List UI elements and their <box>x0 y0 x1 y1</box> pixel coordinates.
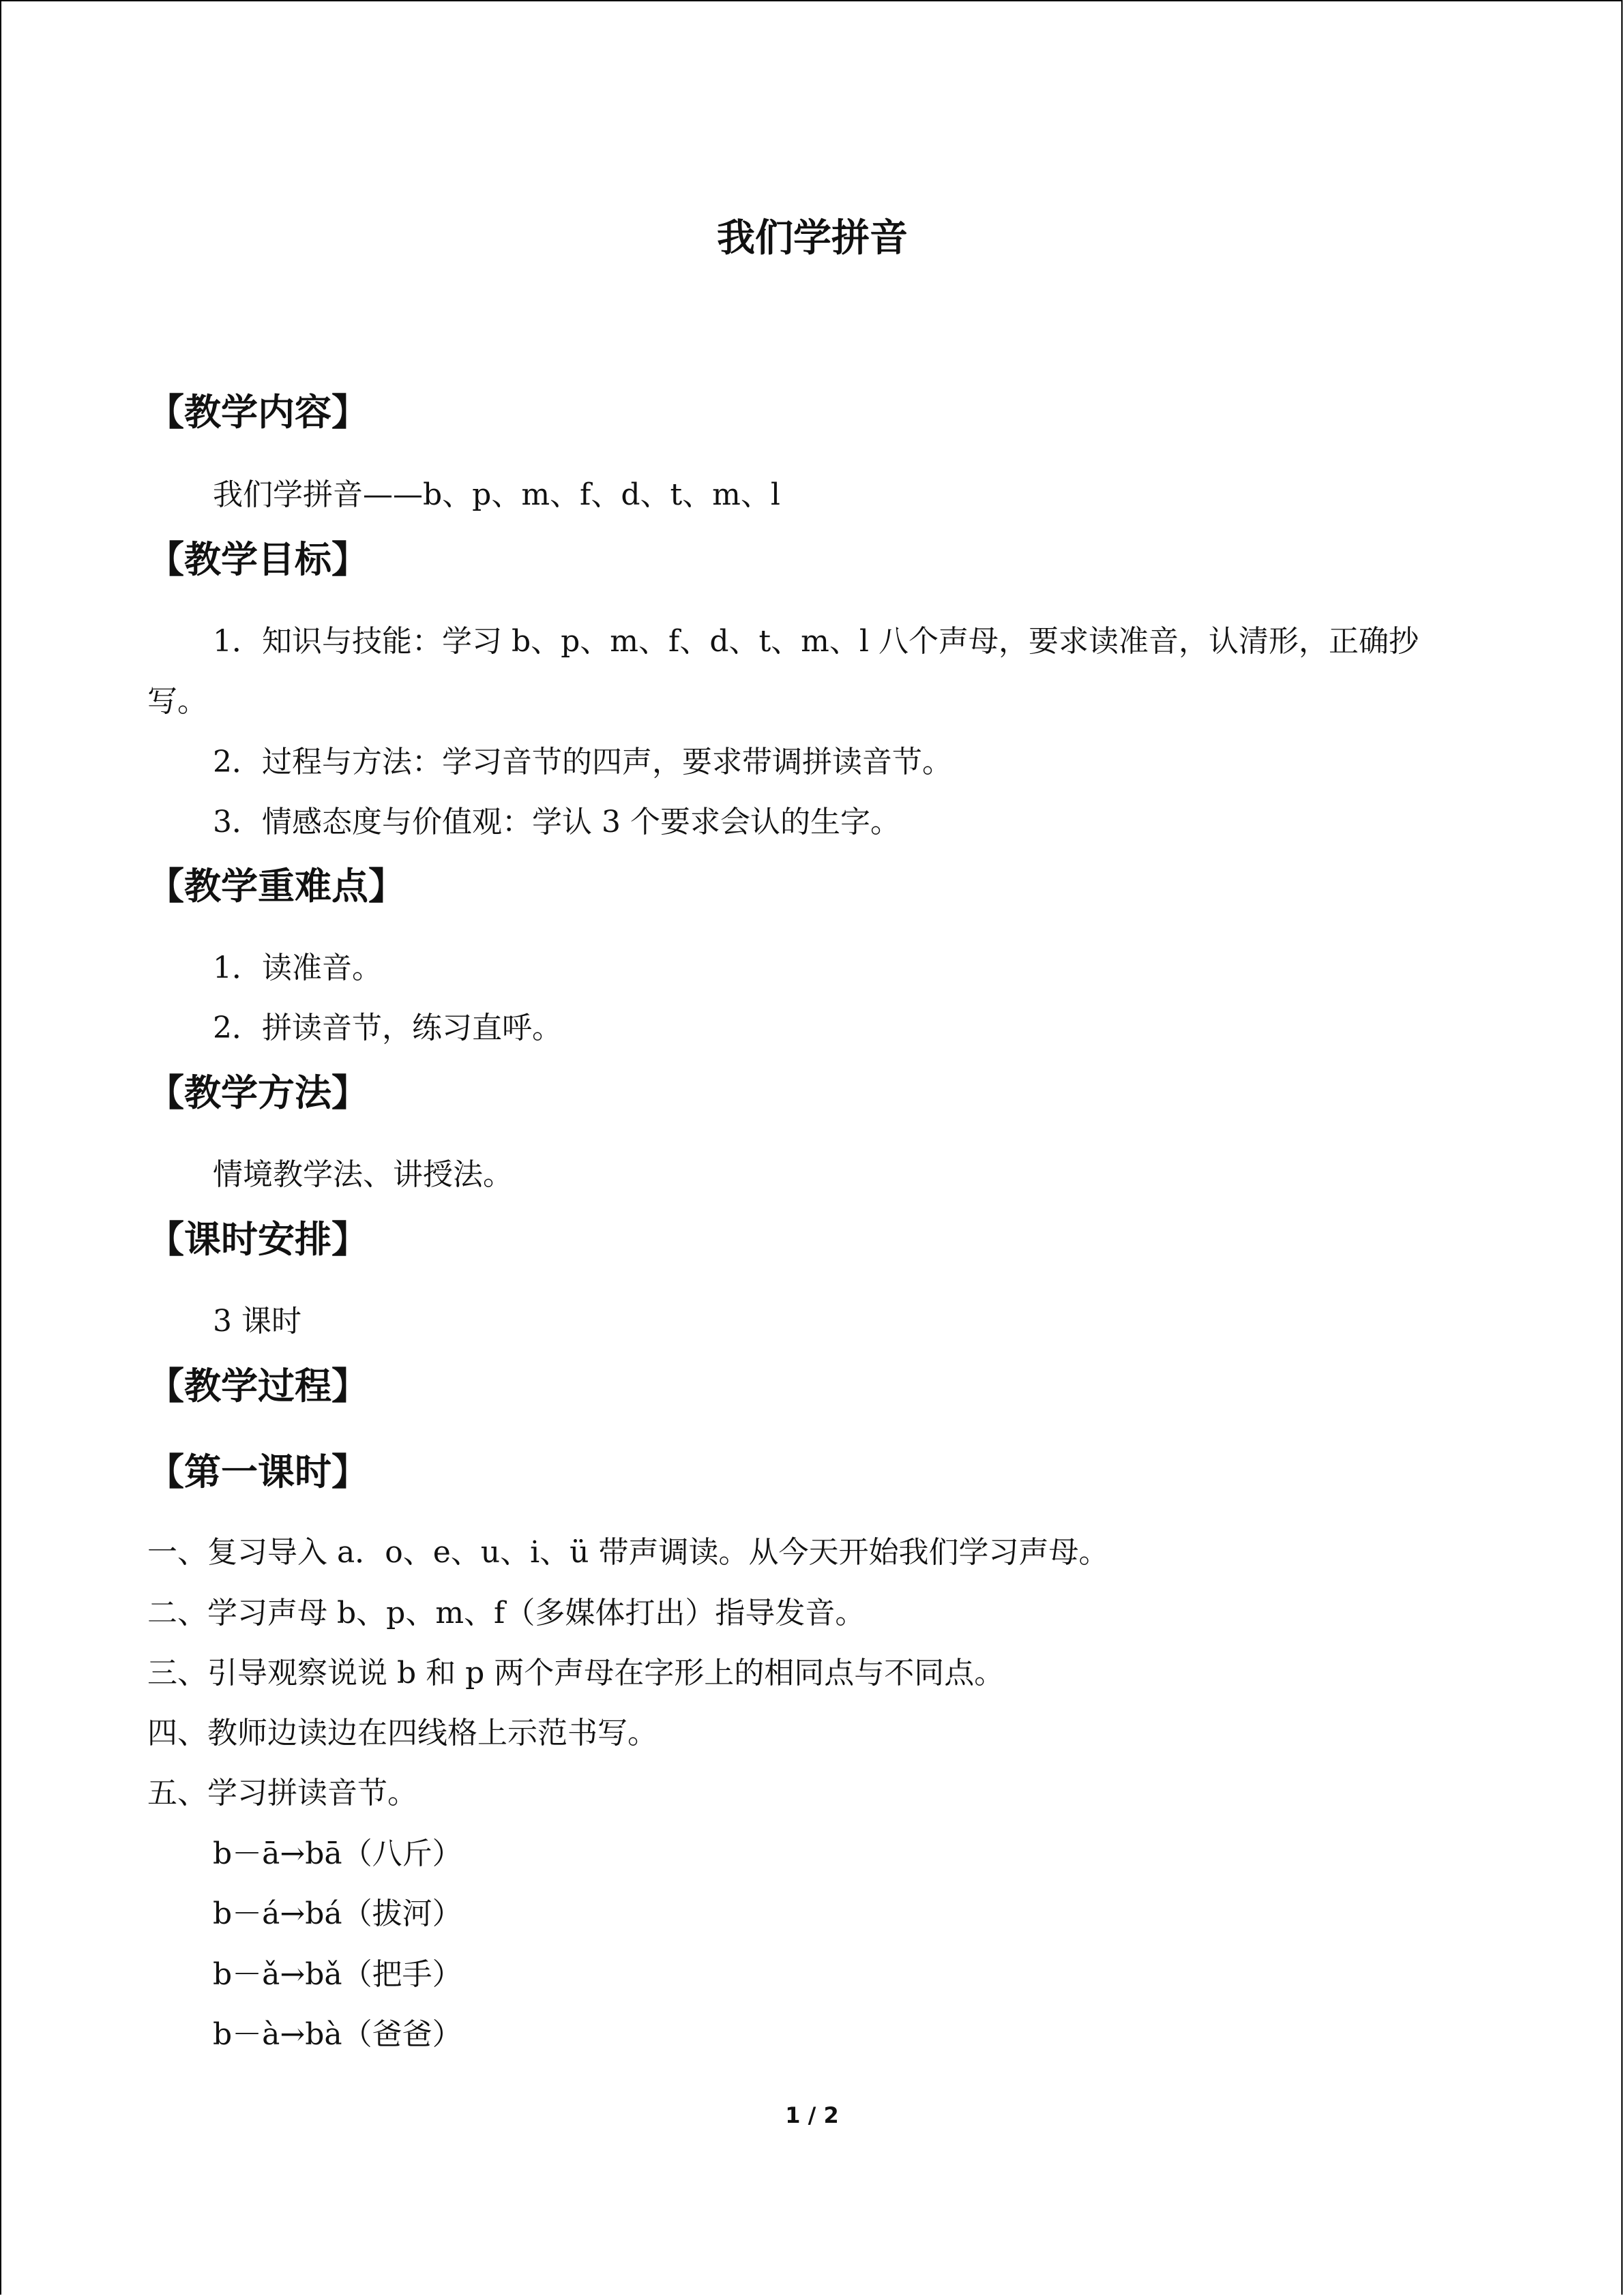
section-heading-first-lesson: 【第一课时】 <box>147 1450 368 1493</box>
section-heading-goals: 【教学目标】 <box>147 538 368 581</box>
goal-item-3: 3．情感态度与价值观：学认 3 个要求会认的生字。 <box>213 805 900 839</box>
section-heading-schedule: 【课时安排】 <box>147 1218 368 1261</box>
key-point-1: 1．读准音。 <box>213 951 382 985</box>
syllable-row: b－à→bà（爸爸） <box>213 2017 462 2052</box>
section-heading-methods: 【教学方法】 <box>147 1071 368 1114</box>
syllable-row: b－ǎ→bǎ（把手） <box>213 1957 462 1992</box>
lesson-step-4: 四、教师边读边在四线格上示范书写。 <box>147 1716 658 1750</box>
section-heading-process: 【教学过程】 <box>147 1365 368 1407</box>
goal-item-2: 2．过程与方法：学习音节的四声，要求带调拼读音节。 <box>213 745 952 779</box>
lesson-step-2: 二、学习声母 b、p、m、f（多媒体打出）指导发音。 <box>147 1596 866 1630</box>
syllable-row: b－ā→bā（八斤） <box>213 1836 462 1871</box>
lesson-step-1: 一、复习导入 a．o、e、u、i、ü 带声调读。从今天开始我们学习声母。 <box>147 1535 1109 1570</box>
syllable-row: b－á→bá（拔河） <box>213 1896 462 1931</box>
schedule-text: 3 课时 <box>213 1304 301 1339</box>
lesson-step-3: 三、引导观察说说 b 和 p 两个声母在字形上的相同点与不同点。 <box>147 1656 1005 1690</box>
content-text: 我们学拼音——b、p、m、f、d、t、m、l <box>213 477 780 512</box>
section-heading-key-points: 【教学重难点】 <box>147 865 405 908</box>
goal-item-1: 1．知识与技能：学习 b、p、m、f、d、t、m、l 八个声母，要求读准音，认清形，正确抄写。 <box>147 624 1419 719</box>
lesson-step-5: 五、学习拼读音节。 <box>147 1776 417 1810</box>
key-point-2: 2．拼读音节，练习直呼。 <box>213 1011 562 1045</box>
page-title: 我们学拼音 <box>717 216 908 260</box>
page-number: 1 / 2 <box>785 2102 839 2128</box>
section-heading-content: 【教学内容】 <box>147 391 368 434</box>
methods-text: 情境教学法、讲授法。 <box>213 1157 513 1192</box>
